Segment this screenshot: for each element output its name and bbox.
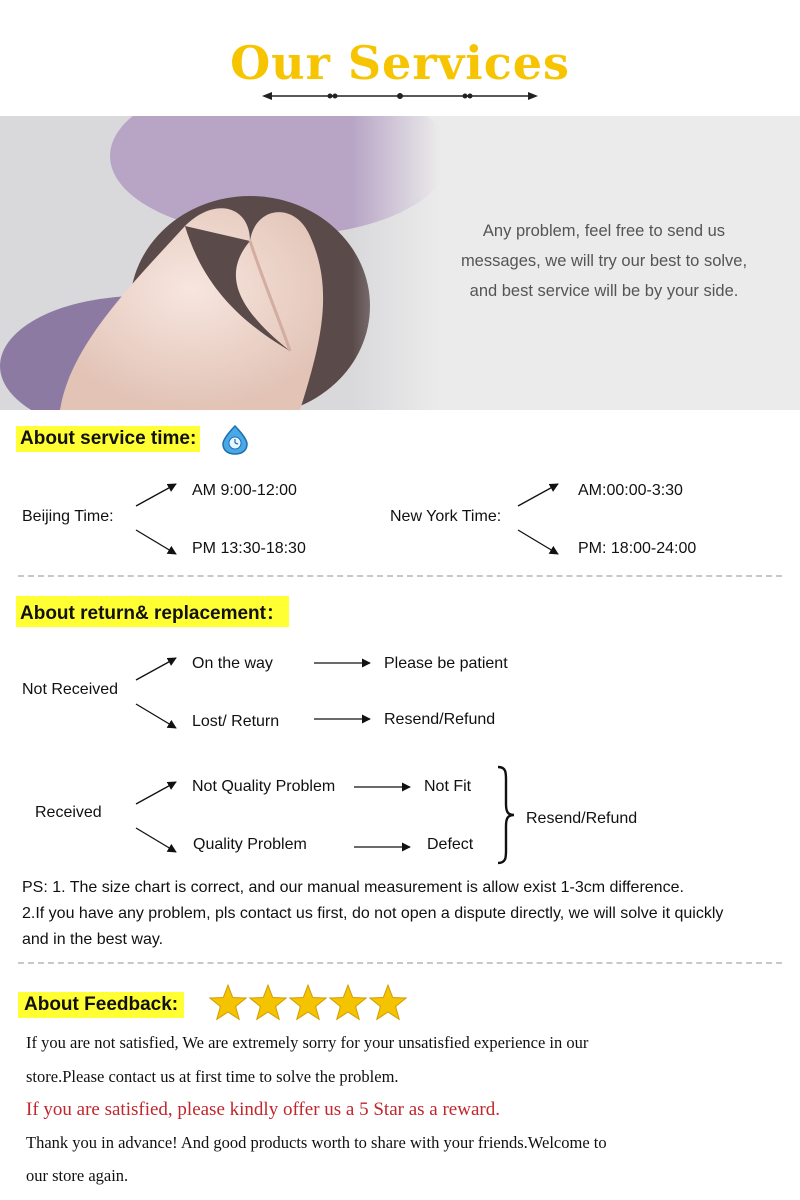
ps-line-2: 2.If you have any problem, pls contact us first, do not open a dispute directly, we will solve it quickly <box>22 905 724 922</box>
star-icon <box>210 985 246 1019</box>
section-divider <box>18 575 782 577</box>
star-icon <box>330 985 366 1019</box>
newyork-am: AM:00:00-3:30 <box>578 482 683 499</box>
newyork-pm: PM: 18:00-24:00 <box>578 540 697 557</box>
hero-line: and best service will be by your side. <box>469 282 739 300</box>
please-be-patient-label: Please be patient <box>384 655 508 672</box>
return-heading-text: About return& replacement <box>20 603 266 624</box>
arrow-right-icon <box>312 656 374 670</box>
star-icon <box>250 985 286 1019</box>
divider-ornament <box>260 88 540 104</box>
star-icon <box>290 985 326 1019</box>
arrow-right-icon <box>312 712 374 726</box>
lost-return-label: Lost/ Return <box>192 713 280 730</box>
not-quality-problem-label: Not Quality Problem <box>192 778 336 795</box>
feedback-line-5: our store again. <box>26 1166 129 1185</box>
not-fit-label: Not Fit <box>424 778 472 795</box>
hero-line: messages, we will try our best to solve, <box>460 252 748 270</box>
ps-line-1: PS: 1. The size chart is correct, and our manual measurement is allow exist 1-3cm difference. <box>22 879 684 896</box>
quality-problem-label: Quality Problem <box>193 836 307 853</box>
page-title: Our Services <box>230 36 570 90</box>
five-star-rating <box>208 980 410 1026</box>
section-divider <box>18 962 782 964</box>
heart-hands-image <box>0 116 440 410</box>
received-label: Received <box>35 804 102 821</box>
newyork-arrows <box>514 478 564 558</box>
resend-refund-label: Resend/Refund <box>384 711 496 728</box>
beijing-am: AM 9:00-12:00 <box>192 482 297 499</box>
beijing-arrows <box>132 478 182 558</box>
arrow-right-icon <box>352 840 414 854</box>
service-time-heading: About service time: <box>16 426 200 452</box>
hero-banner <box>0 116 800 410</box>
brace-icon <box>494 764 518 866</box>
return-heading-colon: ： <box>265 603 285 624</box>
final-resend-refund-label: Resend/Refund <box>526 810 638 827</box>
feedback-heading: About Feedback: <box>18 992 184 1018</box>
newyork-label: New York Time: <box>390 508 502 525</box>
not-received-arrows <box>132 652 182 732</box>
defect-label: Defect <box>427 836 474 853</box>
feedback-satisfied-line: If you are satisfied, please kindly offer us a 5 Star as a reward. <box>26 1099 500 1120</box>
beijing-pm: PM 13:30-18:30 <box>192 540 306 557</box>
star-icon <box>370 985 406 1019</box>
arrow-right-icon <box>352 780 414 794</box>
received-arrows <box>132 776 182 856</box>
beijing-label: Beijing Time: <box>22 508 114 525</box>
on-the-way-label: On the way <box>192 655 273 672</box>
not-received-label: Not Received <box>22 681 119 698</box>
feedback-line-4: Thank you in advance! And good products worth to share with your friends.Welcome to <box>26 1133 607 1152</box>
ps-line-3: and in the best way. <box>22 931 164 948</box>
hero-line: Any problem, feel free to send us <box>482 222 726 240</box>
hero-message <box>448 216 760 306</box>
clock-drop-icon <box>219 424 251 456</box>
return-heading <box>16 596 289 627</box>
feedback-line-1: If you are not satisfied, We are extremely sorry for your unsatisfied experience in our <box>26 1033 589 1052</box>
feedback-line-2: store.Please contact us at first time to solve the problem. <box>26 1067 399 1086</box>
